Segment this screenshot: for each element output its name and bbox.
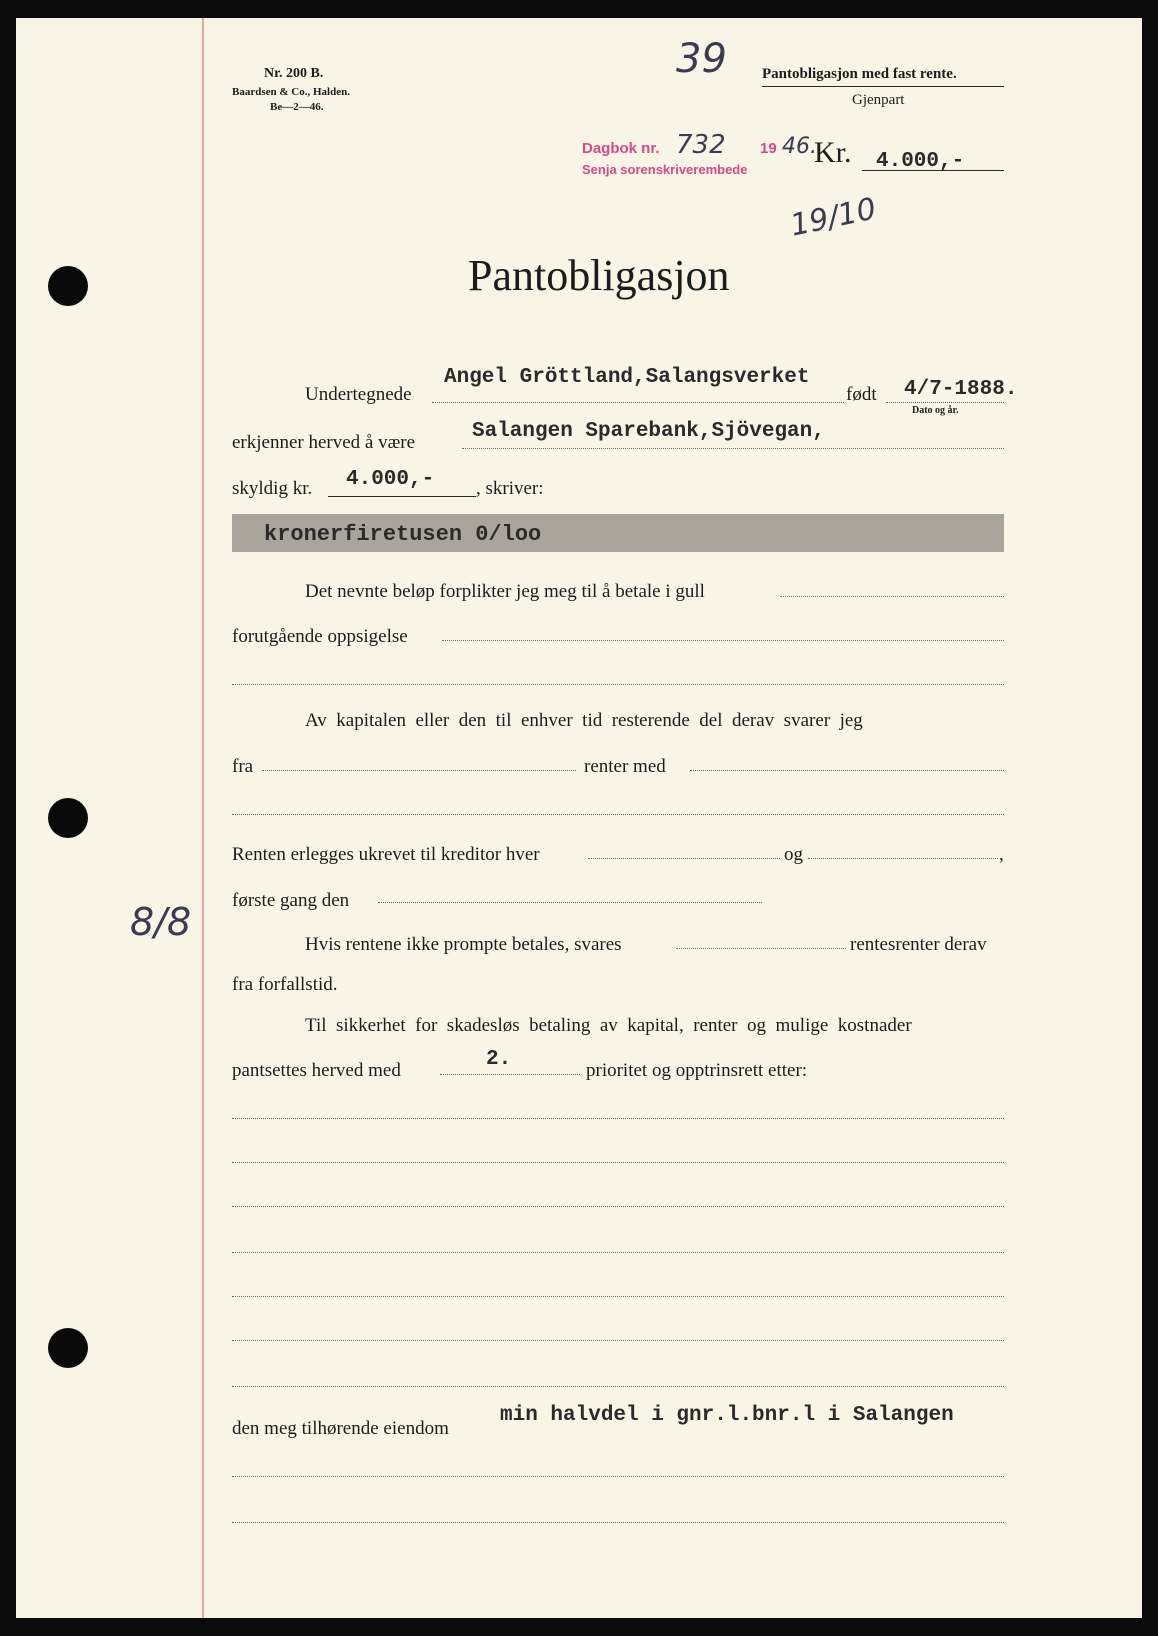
blank-line-8 <box>232 1340 1004 1341</box>
blank-line-1 <box>232 684 1004 685</box>
amount-header-underline <box>862 170 1004 171</box>
date-note: 19/10 <box>787 191 880 244</box>
form-number: Nr. 200 B. <box>264 66 324 81</box>
punch-hole-top <box>48 266 88 306</box>
document-title: Pantobligasjon <box>468 251 730 300</box>
amount-kr-label: Kr. <box>814 136 852 169</box>
fodt-value: 4/7-1888. <box>904 378 1018 401</box>
copy-label: Gjenpart <box>852 92 905 108</box>
og-label: og <box>784 844 803 865</box>
margin-note: 8/8 <box>130 900 192 944</box>
form-title: Pantobligasjon med fast rente. <box>762 66 957 82</box>
blank-line-10 <box>232 1476 1004 1477</box>
renter-med-field-line <box>690 770 1004 771</box>
kapital-text: Av kapitalen eller den til enhver tid resterende del derav svarer jeg <box>305 710 863 731</box>
forste-gang-field-line <box>378 902 762 903</box>
stamp-year-prefix: 19 <box>760 140 777 157</box>
skriver-label: , skriver: <box>476 478 544 499</box>
stamp-office: Senja sorenskriverembede <box>582 162 748 177</box>
blank-line-5 <box>232 1206 1004 1207</box>
dato-hint: Dato og år. <box>912 405 959 416</box>
priority-value: 2. <box>486 1048 512 1071</box>
sikkerhet-text: Til sikkerhet for skadesløs betaling av kapital, renter og mulige kostnader <box>305 1015 912 1036</box>
dagbok-stamp-label: Dagbok nr. <box>582 140 660 157</box>
forste-gang-label: første gang den <box>232 890 350 911</box>
printer-name: Baardsen & Co., Halden. <box>232 86 350 98</box>
blank-line-2 <box>232 814 1004 815</box>
dagbok-number: 732 <box>676 130 726 160</box>
renten-field-line <box>588 858 780 859</box>
skyldig-label: skyldig kr. <box>232 478 313 499</box>
print-code: Be—2—46. <box>270 101 324 113</box>
renter-med-label: renter med <box>584 756 666 777</box>
og-field-line <box>808 858 998 859</box>
amount-words-value: kronerfiretusen 0/loo <box>264 522 542 547</box>
undertegnede-value: Angel Gröttland,Salangsverket <box>444 366 810 389</box>
fodt-label: født <box>846 384 877 405</box>
undertegnede-label: Undertegnede <box>305 384 412 405</box>
oppsigelse-label: forutgående oppsigelse <box>232 626 408 647</box>
fra-field-line <box>262 770 576 771</box>
gull-text: Det nevnte beløp forplikter jeg meg til å betale i gull <box>305 581 705 602</box>
amount-header-value: 4.000,- <box>876 150 965 173</box>
eiendom-value: min halvdel i gnr.l.bnr.l i Salangen <box>500 1404 954 1427</box>
fodt-field-line <box>886 402 1004 403</box>
pantsettes-label: pantsettes herved med <box>232 1060 401 1081</box>
renten-label: Renten erlegges ukrevet til kreditor hver <box>232 844 540 865</box>
skyldig-value: 4.000,- <box>346 468 435 491</box>
oppsigelse-field-line <box>442 640 1004 641</box>
margin-rule <box>202 18 204 1618</box>
punch-hole-middle <box>48 798 88 838</box>
hvis-label: Hvis rentene ikke prompte betales, svares <box>305 934 622 955</box>
blank-line-7 <box>232 1296 1004 1297</box>
punch-hole-bottom <box>48 1328 88 1368</box>
skyldig-field-line <box>328 496 476 497</box>
blank-line-11 <box>232 1522 1004 1523</box>
og-comma: , <box>999 844 1004 865</box>
blank-line-4 <box>232 1162 1004 1163</box>
page-mark: 39 <box>676 36 727 82</box>
creditor-field-line <box>462 448 1004 449</box>
creditor-value: Salangen Sparebank,Sjövegan, <box>472 420 825 443</box>
form-title-underline <box>762 86 1004 87</box>
stamp-year: 46. <box>782 134 817 159</box>
gull-field-line <box>780 596 1004 597</box>
priority-field-line <box>440 1074 580 1075</box>
blank-line-6 <box>232 1252 1004 1253</box>
prioritet-label: prioritet og opptrinsrett etter: <box>586 1060 808 1081</box>
hvis-field-line <box>676 948 846 949</box>
blank-line-9 <box>232 1386 1004 1387</box>
rentesrenter-label: rentesrenter derav <box>850 934 987 955</box>
eiendom-label: den meg tilhørende eiendom <box>232 1418 449 1439</box>
blank-line-3 <box>232 1118 1004 1119</box>
forfallstid-label: fra forfallstid. <box>232 974 338 995</box>
erkjenner-label: erkjenner herved å være <box>232 432 416 453</box>
undertegnede-field-line <box>432 402 844 403</box>
fra-label: fra <box>232 756 254 777</box>
